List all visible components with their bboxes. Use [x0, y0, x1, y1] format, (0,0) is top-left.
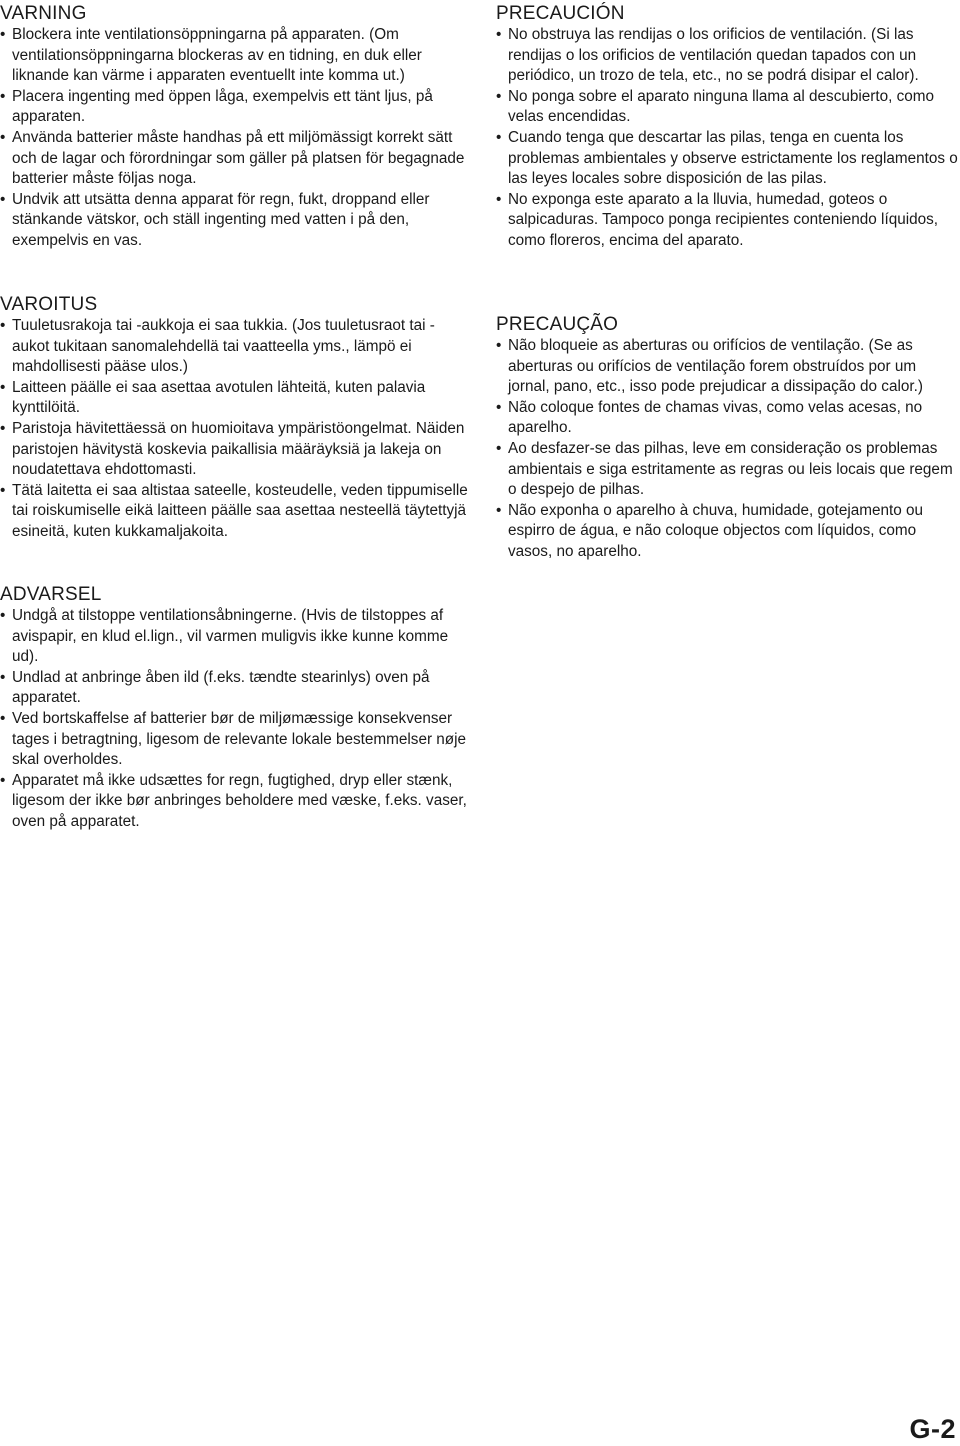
bullet-item — [0, 316, 470, 378]
bullet-item — [496, 25, 958, 87]
bullet-list — [496, 336, 958, 563]
bullet-icon: • — [0, 668, 6, 686]
section-varning — [0, 3, 470, 252]
section-precaucion — [496, 3, 958, 252]
bullet-text: Använda batterier måste handhas på ett miljömässigt korrekt sätt och de lagar och förordningar som gäller på platsen för begagnade batterier måste följas noga. — [12, 128, 465, 188]
bullet-item — [496, 398, 958, 439]
bullet-item — [496, 190, 958, 252]
bullet-item — [496, 336, 958, 398]
bullet-icon: • — [496, 128, 502, 146]
bullet-text: Ved bortskaffelse af batterier bør de miljømæssige konsekvenser tages i betragtning, ligesom de relevante lokale bestemmelser nøje skal overholdes. — [12, 709, 467, 769]
bullet-icon: • — [496, 337, 502, 354]
bullet-text: Laitteen päälle ei saa asettaa avotulen lähteitä, kuten palavia kynttilöitä. — [12, 378, 426, 417]
bullet-text: Undgå at tilstoppe ventilationsåbningerne. (Hvis de tilstoppes af avispapir, en klud el.lign., vil varmen muligvis ikke kunne komme ud). — [12, 607, 449, 666]
bullet-icon: • — [0, 481, 6, 499]
bullet-list — [0, 316, 470, 543]
bullet-text: Ao desfazer-se das pilhas, leve em consideração os problemas ambientais e siga estritamente as regras ou leis locais que regem o despejo de pilhas. — [508, 439, 953, 499]
bullet-text: Undlad at anbringe åben ild (f.eks. tændte stearinlys) oven på apparatet. — [12, 668, 430, 707]
bullet-icon: • — [0, 26, 6, 43]
bullet-text: Paristoja hävitettäessä on huomioitava ympäristöongelmat. Näiden paristojen hävitystä koskevia paikallisia määräyksiä ja lakeja on noudatettava ehdottomasti. — [12, 419, 465, 479]
bullet-icon: • — [496, 26, 502, 43]
section-advarsel — [0, 584, 470, 833]
bullet-text: Placera ingenting med öppen låga, exempelvis ett tänt ljus, på apparaten. — [12, 87, 433, 126]
bullet-icon: • — [0, 419, 6, 437]
bullet-icon: • — [0, 771, 6, 789]
bullet-icon: • — [0, 128, 6, 146]
section-varoitus — [0, 294, 470, 543]
section-heading: VAROITUS — [0, 294, 98, 315]
bullet-icon: • — [0, 190, 6, 208]
bullet-text: No obstruya las rendijas o los orificios de ventilación. (Si las rendijas o los orificios de ventilación quedan tapados con un periódico, un trozo de tela, etc., no se podrá disipar el calor). — [508, 26, 919, 85]
bullet-icon: • — [496, 87, 502, 105]
bullet-icon: • — [0, 378, 6, 396]
section-heading: VARNING — [0, 3, 87, 24]
bullet-item — [0, 481, 470, 543]
bullet-item — [0, 190, 470, 252]
bullet-text: Blockera inte ventilationsöppningarna på apparaten. (Om ventilationsöppningarna blockeras av en tidning, en duk eller liknande kan värme i apparaten eventuellt inte komma ut.) — [12, 26, 422, 85]
section-precaucao — [496, 314, 958, 563]
bullet-text: Tuuletusrakoja tai -aukkoja ei saa tukkia. (Jos tuuletusraot tai -aukot tukitaan sanomalehdellä tai vaatteella yms., lämpö ei mahdollisesti pääse ulos.) — [12, 317, 435, 376]
section-heading: PRECAUÇÃO — [496, 314, 619, 335]
bullet-item — [0, 378, 470, 419]
bullet-icon: • — [0, 87, 6, 105]
section-heading: ADVARSEL — [0, 584, 102, 605]
bullet-text: Não coloque fontes de chamas vivas, como velas acesas, no aparelho. — [508, 398, 923, 437]
bullet-item — [0, 606, 470, 668]
page-number: G-2 — [909, 1414, 956, 1444]
section-heading: PRECAUCIÓN — [496, 3, 625, 24]
bullet-list — [496, 25, 958, 252]
bullet-icon: • — [496, 501, 502, 519]
bullet-item — [0, 87, 470, 128]
bullet-item — [0, 771, 470, 833]
bullet-item — [496, 439, 958, 501]
bullet-list — [0, 606, 470, 833]
bullet-icon: • — [0, 607, 6, 624]
bullet-icon: • — [0, 317, 6, 334]
bullet-icon: • — [496, 398, 502, 416]
bullet-icon: • — [496, 439, 502, 457]
bullet-text: Não exponha o aparelho à chuva, humidade, gotejamento ou espirro de água, e não coloque objectos com líquidos, como vasos, no aparelho. — [508, 501, 924, 560]
bullet-text: No ponga sobre el aparato ninguna llama al descubierto, como velas encendidas. — [508, 87, 935, 126]
bullet-text: Tätä laitetta ei saa altistaa sateelle, kosteudelle, veden tippumiselle tai roiskumiselle eikä laitteen päälle saa asettaa nesteellä täytettyjä esineitä, kuten kukkamaljakoita. — [12, 481, 468, 540]
bullet-text: Não bloqueie as aberturas ou orifícios de ventilação. (Se as aberturas ou orifícios de ventilação forem obstruídos por um jornal, pano, etc., isso pode prejudicar a dissipação do calor.) — [508, 337, 923, 396]
bullet-text: Apparatet må ikke udsættes for regn, fugtighed, dryp eller stænk, ligesom der ikke bør anbringes beholdere med væske, f.eks. vaser, oven på apparatet. — [12, 771, 467, 830]
bullet-text: Undvik att utsätta denna apparat för regn, fukt, droppand eller stänkande vätskor, och ställ ingenting med vatten i på den, exempelvis en vas. — [12, 190, 430, 249]
bullet-item — [0, 128, 470, 190]
bullet-icon: • — [0, 709, 6, 727]
bullet-text: No exponga este aparato a la lluvia, humedad, goteos o salpicaduras. Tampoco ponga recipientes conteniendo líquidos, como floreros, encima del aparato. — [508, 190, 939, 249]
bullet-item — [0, 419, 470, 481]
bullet-item — [496, 87, 958, 128]
bullet-text: Cuando tenga que descartar las pilas, tenga en cuenta los problemas ambientales y observe estrictamente los reglamentos o las leyes locales sobre disposición de las pilas. — [508, 128, 958, 188]
bullet-list — [0, 25, 470, 252]
bullet-item — [496, 128, 958, 190]
bullet-item — [0, 668, 470, 709]
bullet-item — [496, 501, 958, 563]
bullet-item — [0, 25, 470, 87]
bullet-icon: • — [496, 190, 502, 208]
bullet-item — [0, 709, 470, 771]
